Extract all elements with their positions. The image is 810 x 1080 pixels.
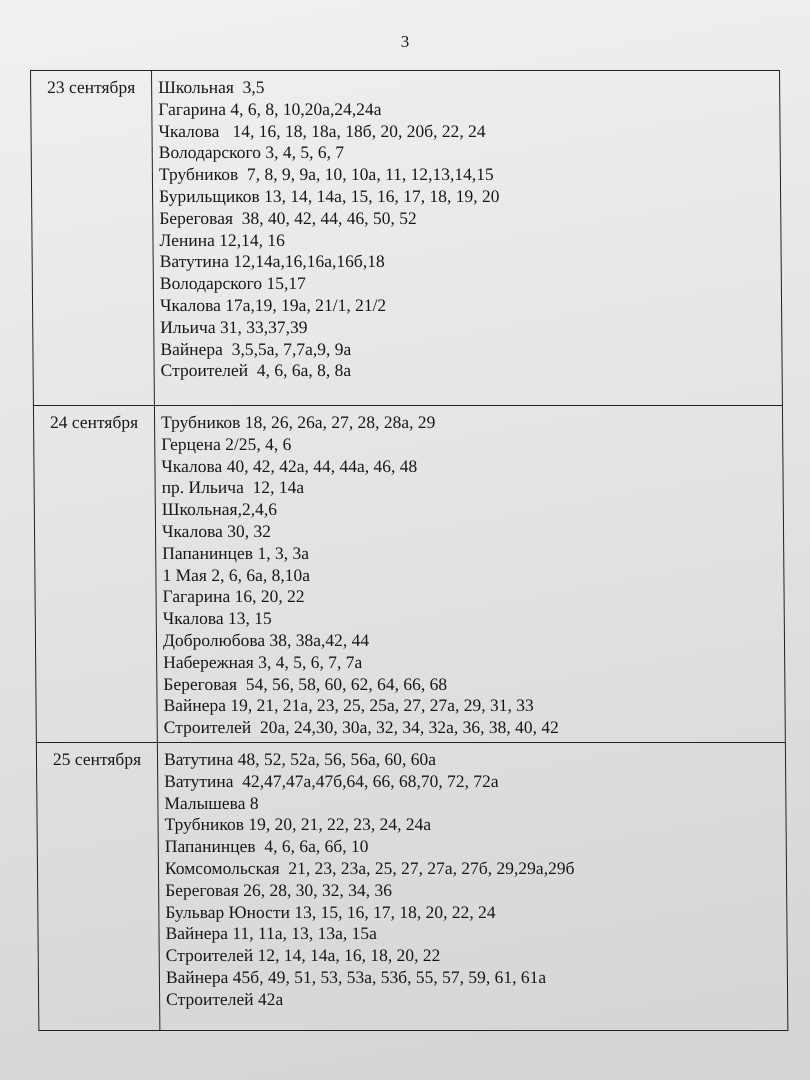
address-line: Трубников 7, 8, 9, 9а, 10, 10а, 11, 12,13,14,15 (158, 164, 494, 185)
addresses-cell (152, 71, 783, 406)
address-line: Вайнера 3,5,5а, 7,7а,9, 9а (160, 338, 352, 359)
date-cell: 25 сентября (36, 743, 160, 1031)
address-line: Володарского 15,17 (159, 273, 306, 294)
address-line: Чкалова 13, 15 (162, 608, 272, 629)
schedule-row (33, 406, 785, 743)
address-line: Ватутина 42,47,47а,47б,64, 66, 68,70, 72, 72а (164, 770, 499, 791)
address-line: Трубников 19, 20, 21, 22, 23, 24, 24а (164, 814, 432, 835)
address-line: пр. Ильича 12, 14а (161, 477, 305, 498)
page-number: 3 (400, 32, 410, 51)
address-line: Вайнера 11, 11а, 13, 13а, 15а (165, 923, 377, 944)
address-line: Школьная 3,5 (158, 77, 265, 97)
address-line: Ватутина 48, 52, 52а, 56, 56а, 60, 60а (163, 749, 437, 769)
address-line: Ватутина 12,14а,16,16а,16б,18 (159, 251, 385, 272)
address-line: Малышева 8 (164, 792, 259, 813)
address-line: Чкалова 17а,19, 19а, 21/1, 21/2 (159, 294, 387, 315)
addresses-cell (154, 406, 785, 743)
address-line: Строителей 4, 6, 6а, 8, 8а (160, 360, 352, 381)
address-line: Вайнера 45б, 49, 51, 53, 53а, 53б, 55, 57, 59, 61, 61а (165, 966, 547, 987)
address-line: Папанинцев 4, 6, 6а, 6б, 10 (164, 836, 369, 857)
address-line: Папанинцев 1, 3, 3а (162, 542, 310, 563)
address-line: Строителей 12, 14, 14а, 16, 18, 20, 22 (165, 945, 441, 966)
address-line: Строителей 20а, 24,30, 30а, 32, 34, 32а, 36, 38, 40, 42 (163, 717, 559, 738)
address-line: Чкалова 30, 32 (161, 520, 272, 541)
address-line: Вайнера 19, 21, 21а, 23, 25, 25а, 27, 27а, 29, 31, 33 (163, 695, 534, 716)
schedule-row (36, 743, 788, 1031)
address-line: Береговая 54, 56, 58, 60, 62, 64, 66, 68 (163, 673, 448, 694)
address-line: Добролюбова 38, 38а,42, 44 (162, 629, 370, 650)
address-line: Бурильщиков 13, 14, 14а, 15, 16, 17, 18, 19, 20 (159, 185, 500, 206)
address-line: Строителей 42а (166, 988, 284, 1009)
address-line: Чкалова 40, 42, 42а, 44, 44а, 46, 48 (161, 455, 418, 476)
address-line: 1 Мая 2, 6, 6а, 8,10а (162, 564, 311, 585)
address-line: Школьная,2,4,6 (161, 499, 277, 520)
address-line: Герцена 2/25, 4, 6 (161, 433, 292, 454)
date-cell: 24 сентября (33, 406, 157, 743)
address-line: Набережная 3, 4, 5, 6, 7, 7а (163, 651, 363, 672)
address-line: Гагарина 4, 6, 8, 10,20а,24,24а (158, 98, 382, 119)
address-line: Чкалова 14, 16, 18, 18а, 18б, 20, 20б, 22, 24 (158, 120, 486, 141)
address-line: Гагарина 16, 20, 22 (162, 586, 305, 607)
address-line: Ильича 31, 33,37,39 (160, 316, 308, 337)
date-cell: 23 сентября (31, 71, 155, 406)
addresses-cell (157, 743, 788, 1031)
schedule-row (31, 71, 783, 406)
address-line: Володарского 3, 4, 5, 6, 7 (158, 142, 345, 163)
address-line: Береговая 38, 40, 42, 44, 46, 50, 52 (159, 207, 417, 228)
address-line: Комсомольская 21, 23, 23а, 25, 27, 27а, 27б, 29,29а,29б (164, 857, 575, 878)
address-line: Бульвар Юности 13, 15, 16, 17, 18, 20, 22, 24 (165, 901, 496, 922)
schedule-body (31, 71, 788, 1031)
schedule-table (30, 70, 788, 1031)
address-line: Береговая 26, 28, 30, 32, 34, 36 (165, 879, 393, 900)
address-line: Ленина 12,14, 16 (159, 229, 285, 250)
address-line: Трубников 18, 26, 26а, 27, 28, 28а, 29 (160, 412, 436, 432)
